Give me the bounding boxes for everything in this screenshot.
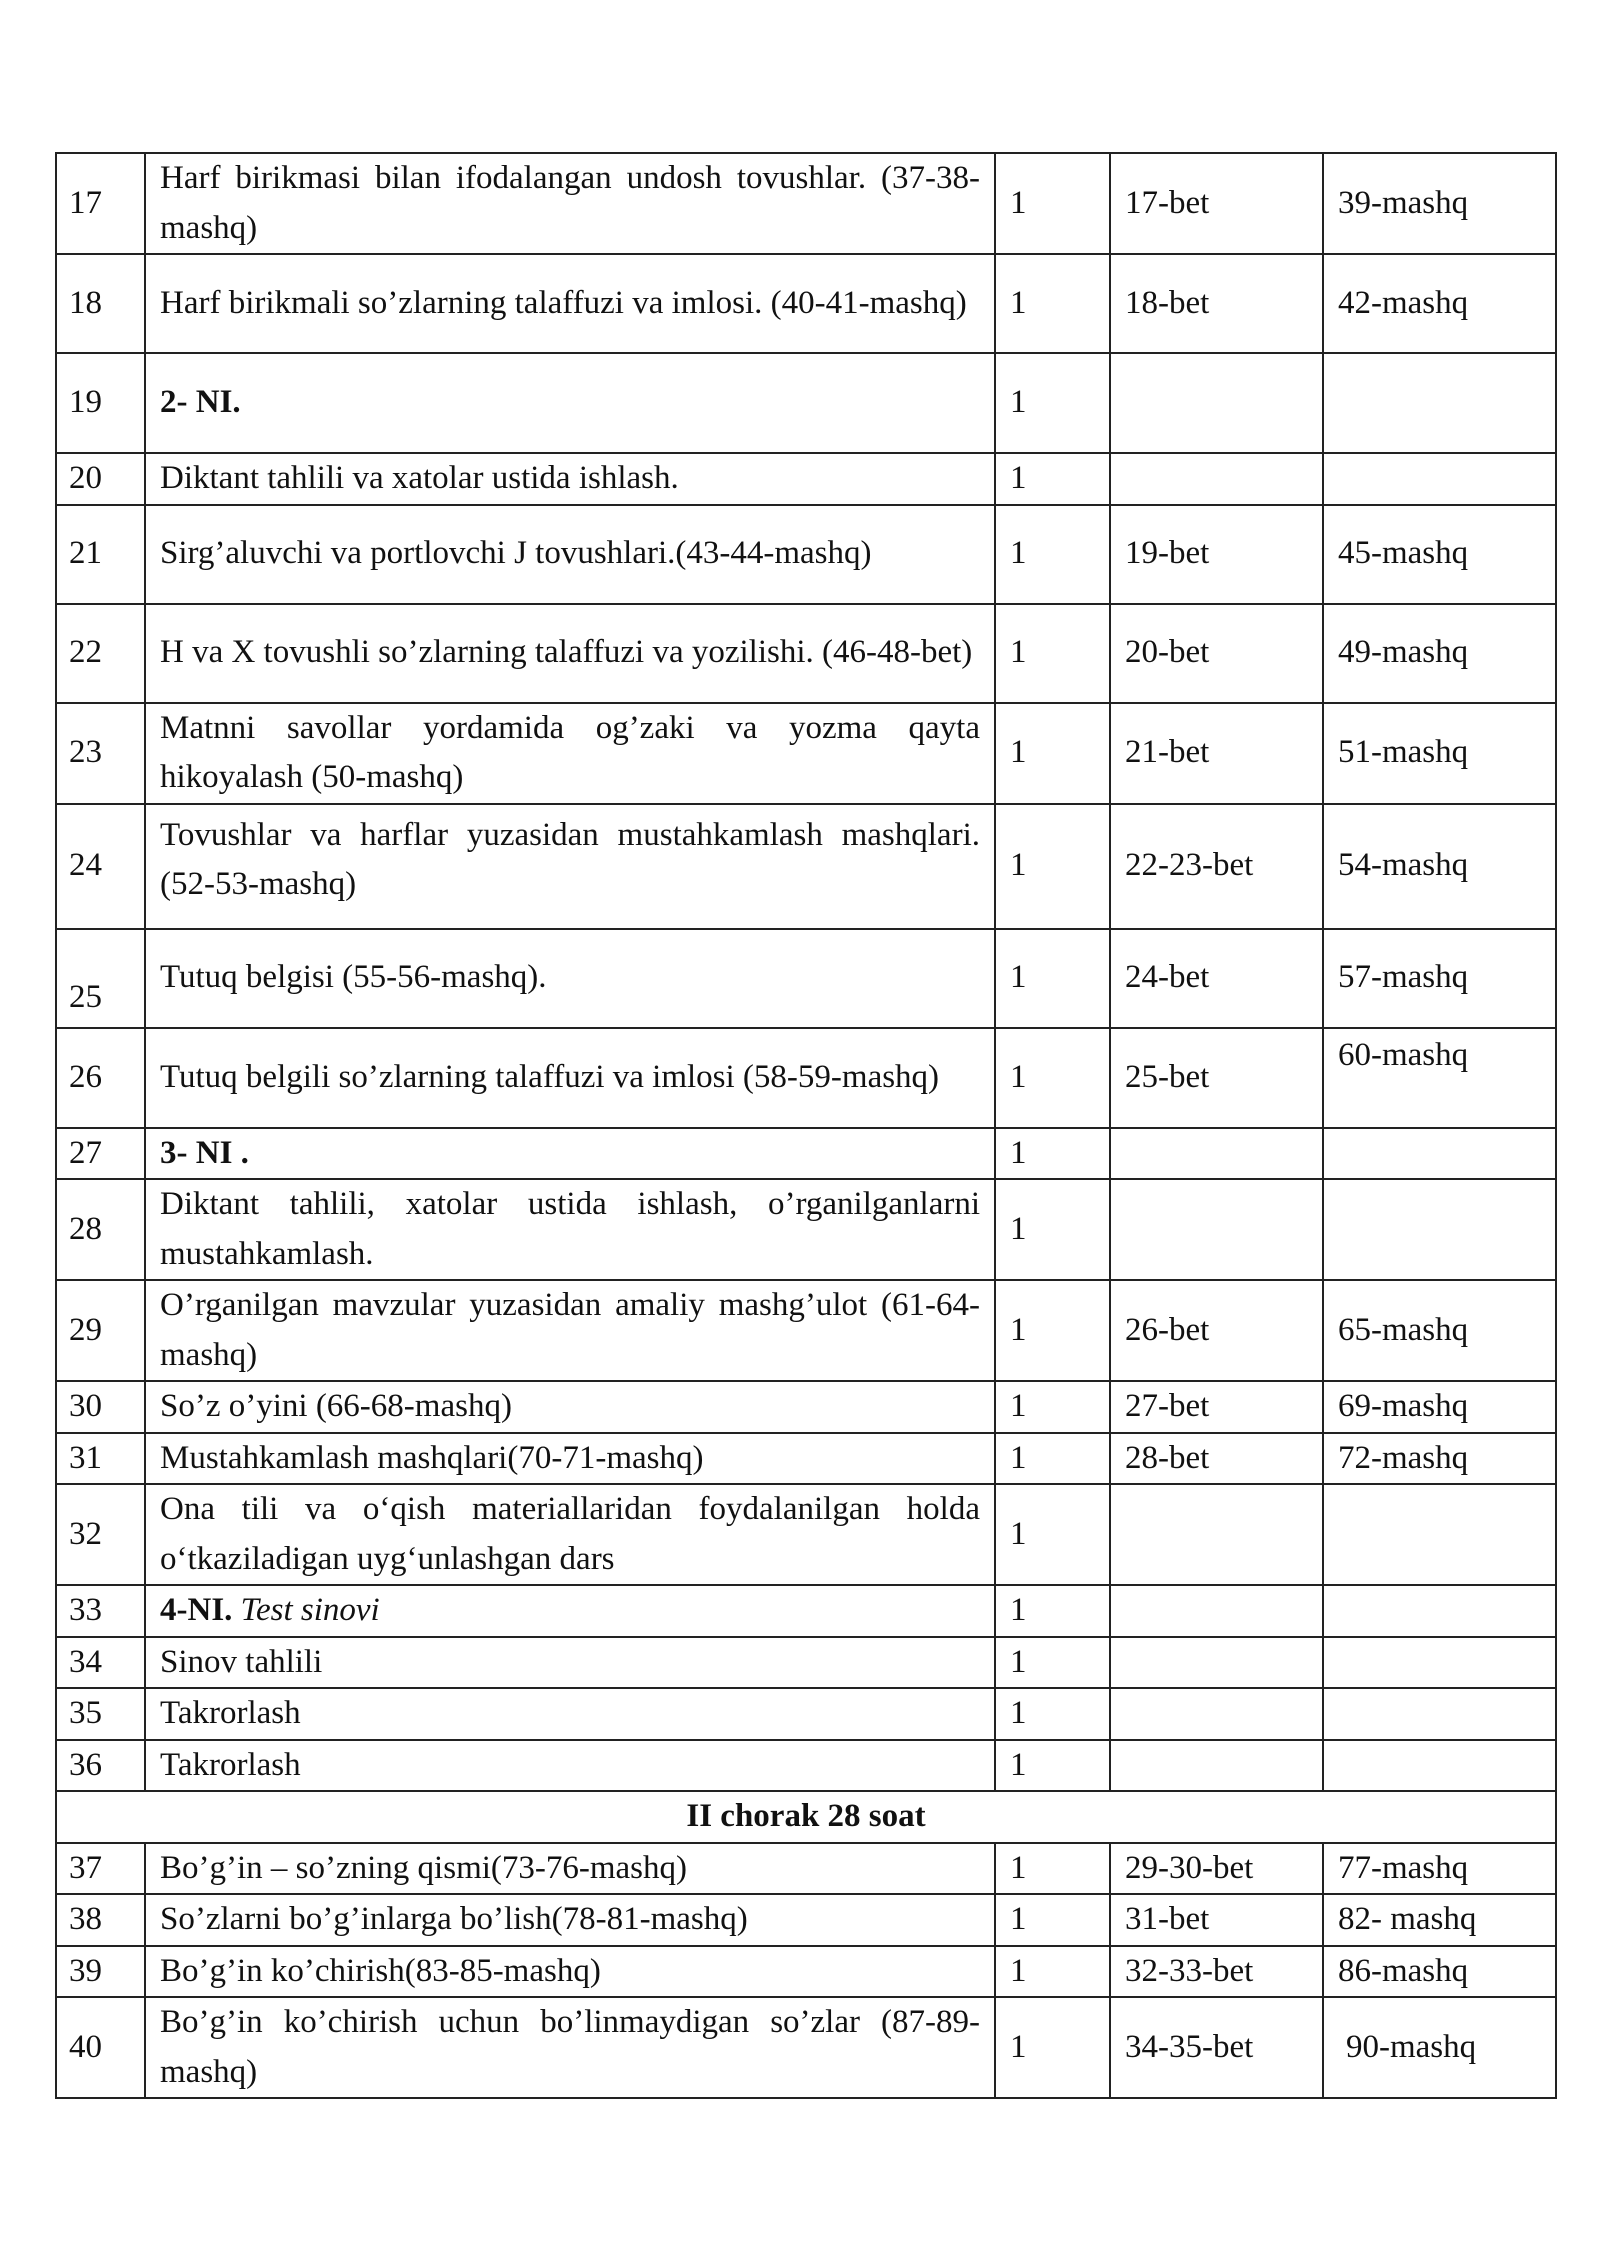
table-row <box>56 1381 1556 1433</box>
textbook-page <box>1110 1179 1323 1280</box>
lesson-topic: Bo’g’in ko’chirish(83-85-mashq) <box>145 1946 995 1998</box>
lesson-topic: So’z o’yini (66-68-mashq) <box>145 1381 995 1433</box>
textbook-page: 24-bet <box>1110 929 1323 1028</box>
table-row <box>56 353 1556 453</box>
lesson-number: 36 <box>56 1740 145 1792</box>
lesson-topic: Diktant tahlili va xatolar ustida ishlash. <box>145 453 995 505</box>
textbook-page <box>1110 353 1323 453</box>
lesson-number: 39 <box>56 1946 145 1998</box>
lesson-topic: O’rganilgan mavzular yuzasidan amaliy mashg’ulot (61-64-mashq) <box>145 1280 995 1381</box>
homework-exercise: 90-mashq <box>1323 1997 1556 2098</box>
lesson-number: 30 <box>56 1381 145 1433</box>
lesson-number: 27 <box>56 1128 145 1180</box>
lesson-number: 26 <box>56 1028 145 1128</box>
table-row <box>56 1484 1556 1585</box>
lesson-number: 35 <box>56 1688 145 1740</box>
homework-exercise <box>1323 1179 1556 1280</box>
lesson-hours: 1 <box>995 453 1110 505</box>
homework-exercise: 49-mashq <box>1323 604 1556 703</box>
lesson-hours: 1 <box>995 929 1110 1028</box>
homework-exercise: 72-mashq <box>1323 1433 1556 1485</box>
lesson-number: 38 <box>56 1894 145 1946</box>
table-row <box>56 1585 1556 1637</box>
textbook-page: 27-bet <box>1110 1381 1323 1433</box>
lesson-topic: 2- NI. <box>145 353 995 453</box>
lesson-topic: Matnni savollar yordamida og’zaki va yozma qayta hikoyalash (50-mashq) <box>145 703 995 804</box>
lesson-topic: Tutuq belgili so’zlarning talaffuzi va imlosi (58-59-mashq) <box>145 1028 995 1128</box>
lesson-topic: 3- NI . <box>145 1128 995 1180</box>
lesson-hours: 1 <box>995 1128 1110 1180</box>
table-row <box>56 804 1556 929</box>
lesson-topic-code: 4-NI. <box>160 1592 233 1628</box>
textbook-page: 20-bet <box>1110 604 1323 703</box>
table-row <box>56 703 1556 804</box>
lesson-hours: 1 <box>995 153 1110 254</box>
textbook-page <box>1110 1637 1323 1689</box>
lesson-number: 34 <box>56 1637 145 1689</box>
lesson-topic: Diktant tahlili, xatolar ustida ishlash, o’rganilganlarni mustahkamlash. <box>145 1179 995 1280</box>
table-row <box>56 1997 1556 2098</box>
lesson-hours: 1 <box>995 804 1110 929</box>
lesson-number: 24 <box>56 804 145 929</box>
homework-exercise <box>1323 1585 1556 1637</box>
table-row <box>56 929 1556 1028</box>
lesson-hours: 1 <box>995 1484 1110 1585</box>
table-row <box>56 1128 1556 1180</box>
lesson-hours: 1 <box>995 703 1110 804</box>
textbook-page: 31-bet <box>1110 1894 1323 1946</box>
homework-exercise <box>1323 1128 1556 1180</box>
table-row <box>56 604 1556 703</box>
table-row <box>56 1688 1556 1740</box>
section-heading-row <box>56 1791 1556 1843</box>
textbook-page <box>1110 1740 1323 1792</box>
lesson-number: 20 <box>56 453 145 505</box>
lesson-number: 40 <box>56 1997 145 2098</box>
textbook-page <box>1110 1688 1323 1740</box>
textbook-page: 28-bet <box>1110 1433 1323 1485</box>
lesson-hours: 1 <box>995 1997 1110 2098</box>
homework-exercise <box>1323 1484 1556 1585</box>
textbook-page: 19-bet <box>1110 505 1323 604</box>
homework-exercise: 86-mashq <box>1323 1946 1556 1998</box>
lesson-number: 29 <box>56 1280 145 1381</box>
homework-exercise: 57-mashq <box>1323 929 1556 1028</box>
homework-exercise <box>1323 1740 1556 1792</box>
homework-exercise <box>1323 453 1556 505</box>
textbook-page: 18-bet <box>1110 254 1323 353</box>
lesson-number: 33 <box>56 1585 145 1637</box>
textbook-page: 17-bet <box>1110 153 1323 254</box>
lesson-hours: 1 <box>995 353 1110 453</box>
lesson-plan-page <box>55 152 1555 2099</box>
lesson-number: 19 <box>56 353 145 453</box>
lesson-topic: Takrorlash <box>145 1740 995 1792</box>
table-row <box>56 1843 1556 1895</box>
lesson-hours: 1 <box>995 1688 1110 1740</box>
lesson-topic: H va X tovushli so’zlarning talaffuzi va yozilishi. (46-48-bet) <box>145 604 995 703</box>
textbook-page: 34-35-bet <box>1110 1997 1323 2098</box>
homework-exercise: 42-mashq <box>1323 254 1556 353</box>
lesson-hours: 1 <box>995 1637 1110 1689</box>
lesson-number: 17 <box>56 153 145 254</box>
lesson-number: 22 <box>56 604 145 703</box>
lesson-number: 25 <box>56 929 145 1028</box>
homework-exercise: 60-mashq <box>1323 1028 1556 1128</box>
lesson-topic: Sirg’aluvchi va portlovchi J tovushlari.(43-44-mashq) <box>145 505 995 604</box>
homework-exercise: 77-mashq <box>1323 1843 1556 1895</box>
lesson-number: 31 <box>56 1433 145 1485</box>
table-row <box>56 1433 1556 1485</box>
lesson-topic <box>145 1585 995 1637</box>
lesson-topic: Takrorlash <box>145 1688 995 1740</box>
lesson-plan-table <box>55 152 1557 2099</box>
textbook-page: 29-30-bet <box>1110 1843 1323 1895</box>
lesson-hours: 1 <box>995 1280 1110 1381</box>
textbook-page <box>1110 1128 1323 1180</box>
homework-exercise: 51-mashq <box>1323 703 1556 804</box>
table-row <box>56 1280 1556 1381</box>
lesson-number: 37 <box>56 1843 145 1895</box>
lesson-hours: 1 <box>995 1381 1110 1433</box>
lesson-topic: Harf birikmasi bilan ifodalangan undosh tovushlar. (37-38-mashq) <box>145 153 995 254</box>
table-row <box>56 153 1556 254</box>
lesson-hours: 1 <box>995 1179 1110 1280</box>
lesson-number: 21 <box>56 505 145 604</box>
textbook-page: 21-bet <box>1110 703 1323 804</box>
homework-exercise: 45-mashq <box>1323 505 1556 604</box>
lesson-topic: Sinov tahlili <box>145 1637 995 1689</box>
lesson-topic: So’zlarni bo’g’inlarga bo’lish(78-81-mashq) <box>145 1894 995 1946</box>
textbook-page: 32-33-bet <box>1110 1946 1323 1998</box>
textbook-page <box>1110 1585 1323 1637</box>
table-row <box>56 1740 1556 1792</box>
textbook-page <box>1110 1484 1323 1585</box>
lesson-hours: 1 <box>995 1946 1110 1998</box>
lesson-hours: 1 <box>995 1028 1110 1128</box>
lesson-hours: 1 <box>995 1740 1110 1792</box>
homework-exercise: 39-mashq <box>1323 153 1556 254</box>
table-row <box>56 1637 1556 1689</box>
lesson-number: 28 <box>56 1179 145 1280</box>
table-row <box>56 505 1556 604</box>
section-heading: II chorak 28 soat <box>56 1791 1556 1843</box>
table-row <box>56 1894 1556 1946</box>
lesson-hours: 1 <box>995 1585 1110 1637</box>
textbook-page: 25-bet <box>1110 1028 1323 1128</box>
lesson-hours: 1 <box>995 1894 1110 1946</box>
table-row <box>56 254 1556 353</box>
lesson-hours: 1 <box>995 1433 1110 1485</box>
homework-exercise <box>1323 1688 1556 1740</box>
lesson-topic-title: Test sinovi <box>240 1592 380 1628</box>
lesson-topic: Tovushlar va harflar yuzasidan mustahkamlash mashqlari.(52-53-mashq) <box>145 804 995 929</box>
textbook-page: 22-23-bet <box>1110 804 1323 929</box>
lesson-topic: Tutuq belgisi (55-56-mashq). <box>145 929 995 1028</box>
lesson-topic: Harf birikmali so’zlarning talaffuzi va imlosi. (40-41-mashq) <box>145 254 995 353</box>
lesson-hours: 1 <box>995 1843 1110 1895</box>
lesson-number: 18 <box>56 254 145 353</box>
homework-exercise: 69-mashq <box>1323 1381 1556 1433</box>
lesson-topic: Mustahkamlash mashqlari(70-71-mashq) <box>145 1433 995 1485</box>
lesson-hours: 1 <box>995 505 1110 604</box>
lesson-number: 23 <box>56 703 145 804</box>
table-row <box>56 1946 1556 1998</box>
textbook-page <box>1110 453 1323 505</box>
lesson-topic: Bo’g’in – so’zning qismi(73-76-mashq) <box>145 1843 995 1895</box>
textbook-page: 26-bet <box>1110 1280 1323 1381</box>
lesson-hours: 1 <box>995 604 1110 703</box>
table-row <box>56 1028 1556 1128</box>
homework-exercise: 82- mashq <box>1323 1894 1556 1946</box>
homework-exercise <box>1323 1637 1556 1689</box>
lesson-topic: Ona tili va o‘qish materiallaridan foydalanilgan holda o‘tkaziladigan uyg‘unlashgan dars <box>145 1484 995 1585</box>
homework-exercise: 54-mashq <box>1323 804 1556 929</box>
lesson-number: 32 <box>56 1484 145 1585</box>
lesson-hours: 1 <box>995 254 1110 353</box>
homework-exercise <box>1323 353 1556 453</box>
lesson-topic: Bo’g’in ko’chirish uchun bo’linmaydigan so’zlar (87-89-mashq) <box>145 1997 995 2098</box>
table-row <box>56 1179 1556 1280</box>
table-row <box>56 453 1556 505</box>
homework-exercise: 65-mashq <box>1323 1280 1556 1381</box>
